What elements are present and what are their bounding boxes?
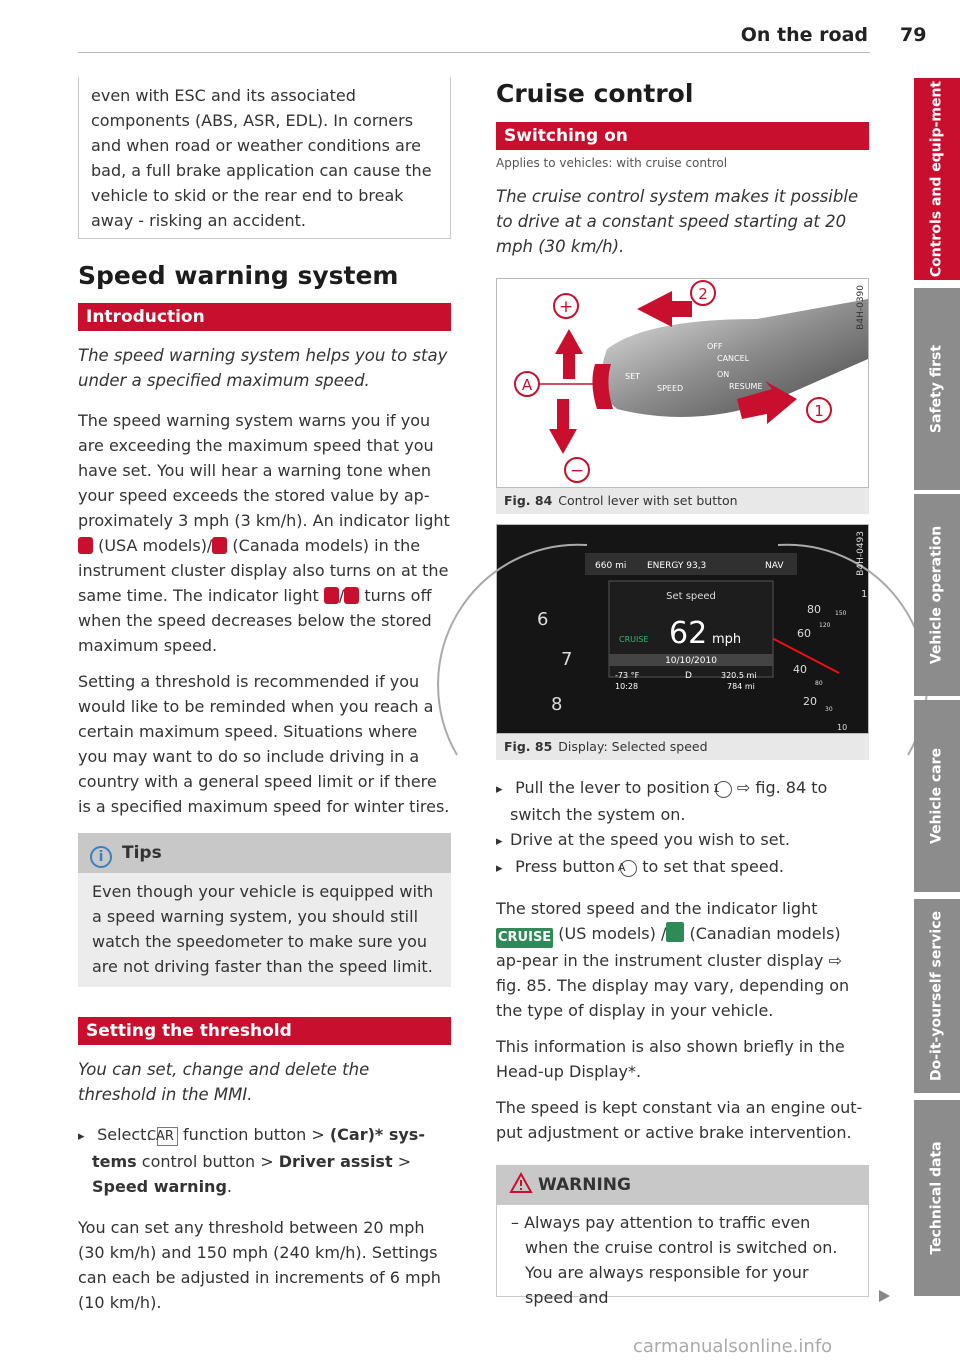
speed-constant-paragraph: The speed is kept constant via an engine out-put adjustment or active brake intervention. [496,1098,863,1142]
cruise-indicator-canada-icon [666,922,684,942]
lever-label-on: ON [717,370,730,379]
button-a-marker: A [620,860,637,877]
right-column [496,77,869,1307]
cruise-control-title: Cruise control [496,79,694,108]
indicator-light-canada-icon [212,537,227,554]
section-title: On the road [740,24,868,46]
figure-84-caption: Fig. 84 Control lever with set button [496,488,869,514]
select-instruction: ▸ Select: CAR function button > (Car)* sys-tems control button > Driver assist > Speed warning. [78,1122,451,1199]
car-key: CAR [157,1127,178,1146]
cruise-intro: The cruise control system makes it possible to drive at a constant speed starting at 20 mph (30 km/h). [496,187,859,256]
figure-code: B4H-0493 [856,531,866,576]
tab-controls-and-equipment[interactable]: Controls and equip-ment [914,78,960,280]
figure-84 [496,278,869,488]
warning-triangle-icon [510,1173,532,1193]
instrument-cluster-display [497,525,868,733]
svg-text:80: 80 [815,680,823,687]
set-speed-value: 62 [669,616,708,651]
head-up-paragraph: This information is also shown briefly in the Head-up Display*. [496,1037,845,1081]
svg-text:1: 1 [814,402,824,420]
warning-item: – Always pay attention to traffic even when the cruise control is switched on. You are always responsible for your speed and [511,1213,838,1307]
svg-text:2: 2 [698,285,708,303]
temperature-readout: -73 °F [615,671,640,680]
threshold-range: You can set any threshold between 20 mph (30 km/h) and 150 mph (240 km/h). Settings can each be adjusted in increments of 6 mph (10 km/h). [78,1218,441,1312]
stored-speed-paragraph: The stored speed and the indicator light CRUISE (US models) / (Canadian models) ap-pear in the instrument cluster display ⇨ fig. 85. The display may vary, depending on the type of display in your vehicle. [496,899,850,1020]
warning-body [496,1205,869,1307]
lever-label-set: SET [625,372,641,381]
set-speed-unit: mph [712,632,742,647]
set-speed-label: Set speed [666,591,716,602]
applies-to: Applies to vehicles: with cruise control [496,156,728,170]
page-number: 79 [900,24,927,46]
svg-text:60: 60 [797,627,811,640]
svg-text:8: 8 [551,694,563,715]
position-1-marker: 1 [715,781,732,798]
warning-header: WARNING [496,1165,869,1205]
svg-text:10: 10 [837,723,848,732]
svg-text:+: + [558,297,574,317]
threshold-intro: You can set, change and delete the threshold in the MMI. [78,1060,370,1104]
svg-text:80: 80 [807,603,821,616]
svg-text:20: 20 [803,695,817,708]
svg-text:−: − [569,461,585,481]
control-lever-illustration [497,279,868,487]
intro-text: The speed warning system helps you to stay under a specified maximum speed. [78,346,448,390]
step-pull-lever: ▸ Pull the lever to position 1 ⇨ fig. 84 to switch the system on. [496,775,869,827]
tab-do-it-yourself-service[interactable]: Do-it-yourself service [914,899,960,1093]
arrow-pull-icon [637,291,692,327]
step-drive: ▸ Drive at the speed you wish to set. [496,827,869,854]
introduction-bar: Introduction [78,303,451,331]
svg-text:120: 120 [819,622,831,629]
arrow-down-icon [549,399,577,454]
date-readout: 10/10/2010 [665,656,717,666]
arrow-up-icon [555,329,583,379]
tab-vehicle-care[interactable]: Vehicle care [914,700,960,892]
figure-code: B4H-0390 [856,285,866,330]
tab-vehicle-operation[interactable]: Vehicle operation [914,494,960,696]
indicator-light-icon [324,587,339,604]
svg-text:6: 6 [537,609,549,630]
threshold-recommendation: Setting a threshold is recommended if you would like to be reminded when you reach a certain maximum speed. Situations where you may want to do so include driving in a country with a general speed limit or if there is a specified maximum speed for winter tires. [78,672,450,816]
tips-header: i Tips [78,833,451,873]
tab-technical-data[interactable]: Technical data [914,1100,960,1296]
range-readout: 660 mi [595,561,627,571]
nav-readout: NAV [765,561,784,571]
lever-label-resume: RESUME [729,382,763,391]
info-icon: i [90,846,112,868]
watermark: carmanualsonline.info [633,1336,833,1357]
odometer-readout: 784 mi [727,682,755,691]
cruise-label: CRUISE [619,635,649,644]
tips-box [78,833,451,987]
cruise-indicator-icon: CRUISE [496,928,553,948]
tab-safety-first[interactable]: Safety first [914,288,960,490]
gear-readout: D [685,671,692,681]
svg-text:30: 30 [825,706,833,713]
trip-readout: 320.5 mi [721,671,757,680]
svg-text:7: 7 [561,649,573,670]
setting-threshold-bar: Setting the threshold [78,1017,451,1045]
clock-readout: 10:28 [615,682,639,691]
speed-warning-paragraph: The speed warning system warns you if you are exceeding the maximum speed that you have set. You will hear a warning tone when your speed exceeds the stored value by ap-proximately 3 mph (3 km/h). An indicator light (USA models)/ (Canada models) in the instrument cluster display also turns on at the same time. The indicator light / turns off when the speed decreases below the stored maximum speed. [78,411,450,655]
indicator-light-icon [344,587,359,604]
svg-text:150: 150 [835,610,847,617]
tips-body: Even though your vehicle is equipped with a speed warning system, you should still watch the speedometer to make sure you are not driving faster than the speed limit. [78,873,451,987]
svg-text:A: A [521,376,533,394]
switching-on-bar: Switching on [496,122,869,150]
figure-85 [496,524,869,734]
figure-85-caption: Fig. 85 Display: Selected speed [496,734,869,760]
indicator-light-usa-icon [78,537,93,554]
header-rule [78,52,870,53]
lever-label-speed: SPEED [657,384,684,393]
svg-text:1: 1 [861,589,868,600]
step-press-button: ▸ Press button A to set that speed. [496,854,869,881]
energy-readout: ENERGY 93,3 [647,561,707,571]
continued-warning-box: even with ESC and its associated components (ABS, ASR, EDL). In corners and when road or weather conditions are bad, a full brake application can cause the vehicle to skid or the rear end to break away - risking an accident. [78,77,451,239]
lever-label-cancel: CANCEL [717,354,750,363]
continue-arrow-icon [877,1289,891,1303]
svg-text:40: 40 [793,663,807,676]
speed-warning-title: Speed warning system [78,261,399,290]
left-column [78,77,451,1315]
warning-box [496,1165,869,1307]
lever-label-off: OFF [707,342,723,351]
